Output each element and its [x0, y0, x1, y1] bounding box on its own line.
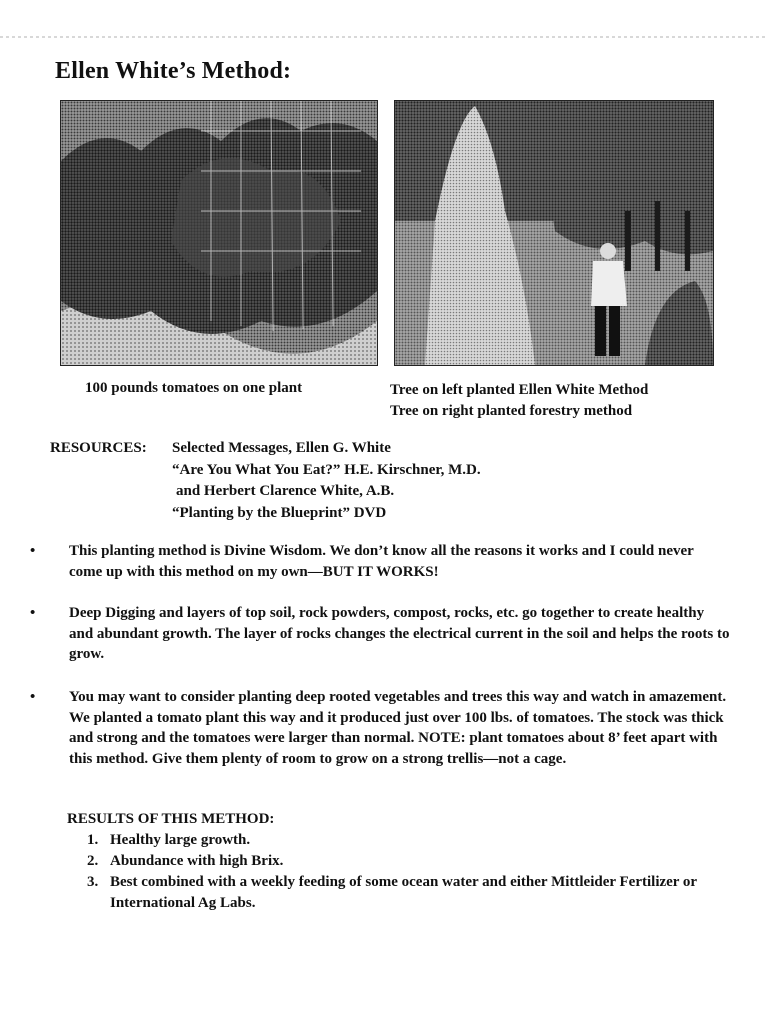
resource-line: Selected Messages, Ellen G. White [172, 440, 391, 456]
resource-line: and Herbert Clarence White, A.B. [176, 483, 395, 499]
right-photo-caption [390, 380, 648, 422]
trees-comparison-photo [394, 100, 714, 366]
list-item-text: Best combined with a weekly feeding of some ocean water and either Mittleider Fertilizer or International Ag Labs. [110, 874, 697, 911]
results-heading: RESULTS OF THIS METHOD: [67, 811, 275, 827]
page-title: Ellen White’s Method: [55, 58, 292, 84]
scan-edge [0, 36, 768, 38]
bullet-icon: • [30, 605, 36, 621]
bullet-text: This planting method is Divine Wisdom. We don’t know all the reasons it works and I could never come up with this method on my own—BUT IT WORKS! [69, 543, 694, 580]
tomato-plant-photo [60, 100, 378, 366]
resources-label: RESOURCES: [50, 440, 147, 456]
bullet-text: You may want to consider planting deep rooted vegetables and trees this way and watch in amazement. We planted a tomato plant this way and it produced just over 100 lbs. of tomatoes. The stock was thick and strong and the tomatoes were larger than normal. NOTE: plant tomatoes about 8’ feet apart with this method. Give them plenty of room to grow on a strong trellis—not a cage. [69, 689, 727, 767]
caption-line: Tree on left planted Ellen White Method [390, 382, 649, 398]
resource-line: “Are You What You Eat?” H.E. Kirschner, M.D. [172, 461, 481, 478]
left-photo-caption: 100 pounds tomatoes on one plant [85, 380, 303, 396]
bullet-item [30, 687, 730, 769]
list-item-text: Abundance with high Brix. [110, 853, 284, 869]
list-item-number: 3. [87, 874, 99, 890]
bullet-icon: • [30, 689, 36, 705]
bullet-item [30, 541, 730, 582]
list-item [87, 830, 737, 851]
bullet-item [30, 603, 730, 665]
resource-line: “Planting by the Blueprint” DVD [172, 504, 387, 521]
caption-line: Tree on right planted forestry method [390, 403, 633, 419]
list-item [87, 851, 737, 872]
list-item-number: 2. [87, 853, 99, 869]
list-item [87, 872, 737, 914]
list-item-text: Healthy large growth. [110, 832, 251, 848]
bullet-icon: • [30, 543, 36, 559]
bullet-text: Deep Digging and layers of top soil, rock powders, compost, rocks, etc. go together to create healthy and abundant growth. The layer of rocks changes the electrical current in the soil and helps the roots to grow. [69, 605, 730, 662]
list-item-number: 1. [87, 832, 99, 848]
results-list [87, 830, 737, 914]
